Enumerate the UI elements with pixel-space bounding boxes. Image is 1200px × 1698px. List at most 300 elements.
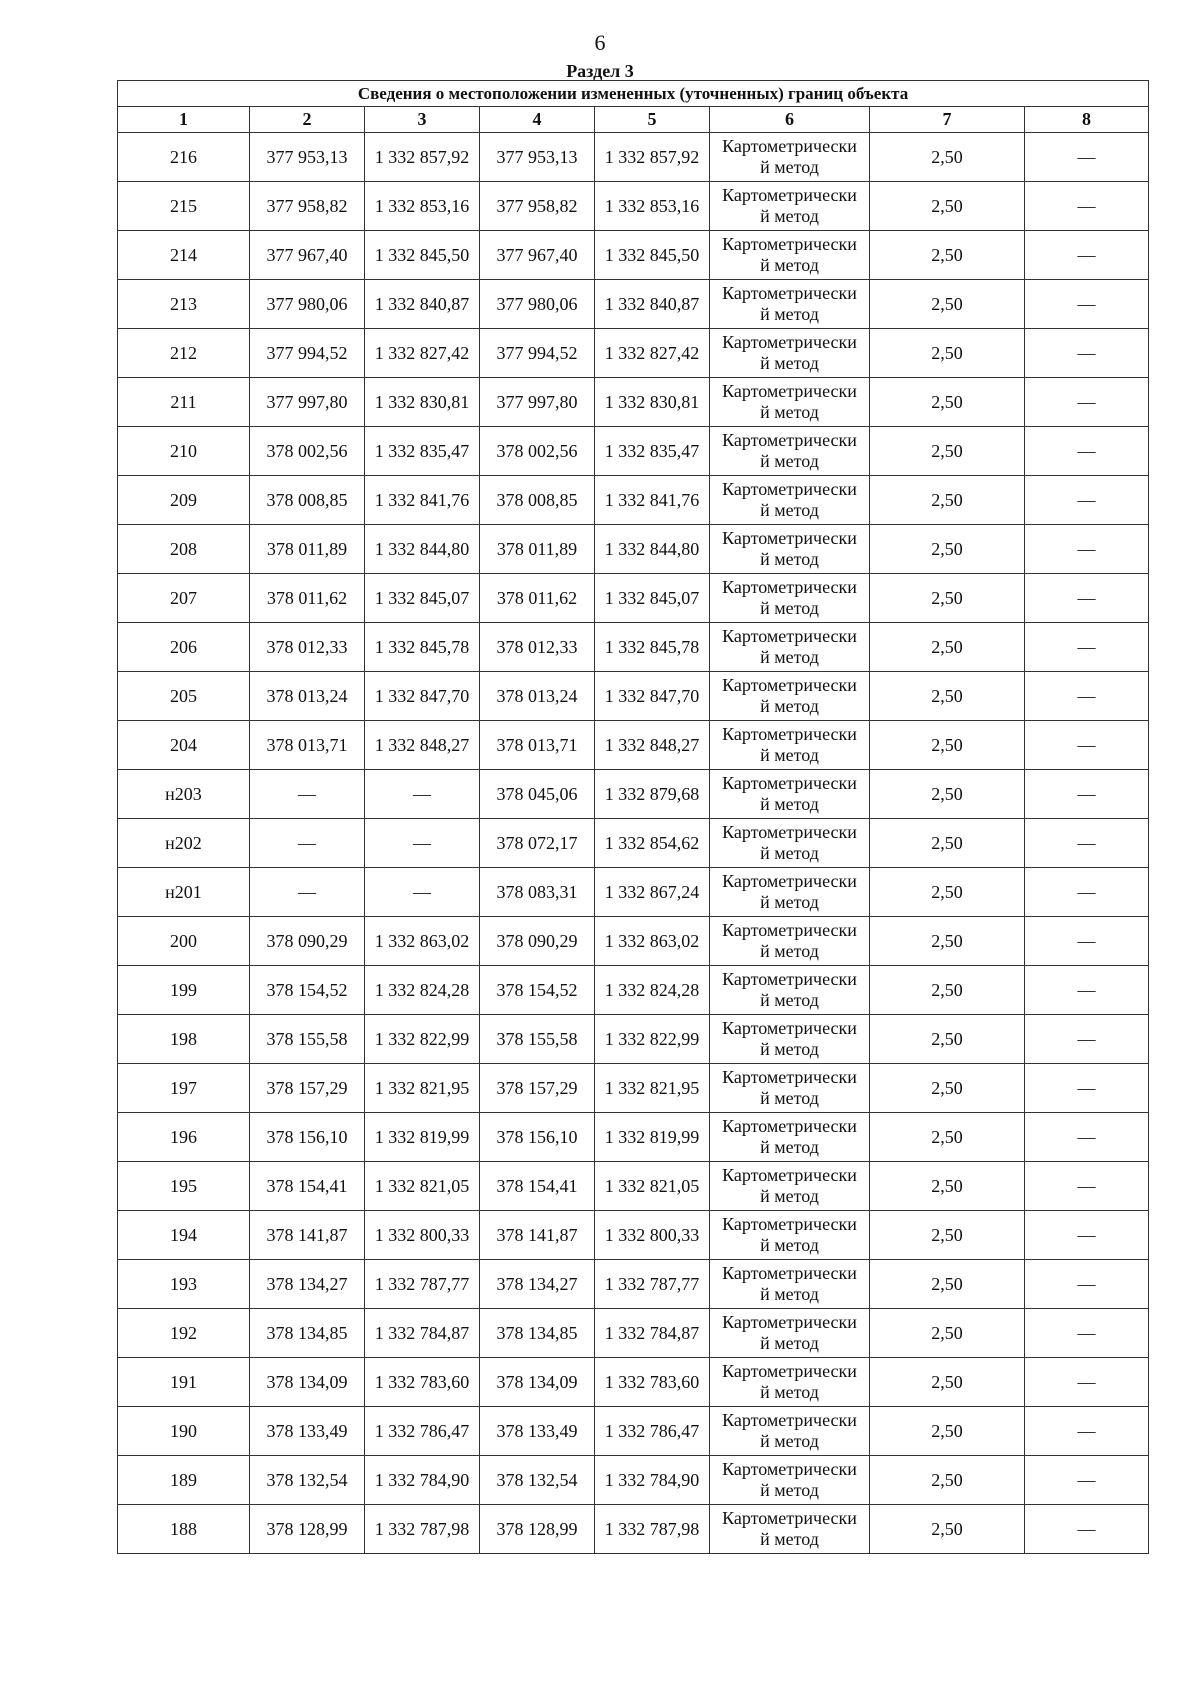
old-x-cell: 378 011,89 [250,525,365,574]
method-line-2: й метод [760,1431,819,1451]
new-x-cell: 378 072,17 [480,819,595,868]
method-line-2: й метод [760,1480,819,1500]
old-x-cell: — [250,868,365,917]
method-cell [710,280,870,329]
old-x-cell: 378 012,33 [250,623,365,672]
old-y-cell: 1 332 784,90 [365,1456,480,1505]
note-cell: — [1025,1358,1149,1407]
method-line-1: Картометрически [722,724,857,744]
note-cell: — [1025,1211,1149,1260]
old-x-cell: 378 128,99 [250,1505,365,1554]
point-number-cell: 190 [118,1407,250,1456]
accuracy-cell: 2,50 [870,1211,1025,1260]
point-number-cell: н202 [118,819,250,868]
column-number-3: 3 [365,107,480,133]
new-x-cell: 378 013,24 [480,672,595,721]
old-x-cell: 378 011,62 [250,574,365,623]
method-line-1: Картометрически [722,773,857,793]
new-x-cell: 377 994,52 [480,329,595,378]
method-line-1: Картометрически [722,577,857,597]
method-line-2: й метод [760,745,819,765]
method-cell [710,427,870,476]
method-line-1: Картометрически [722,1165,857,1185]
accuracy-cell: 2,50 [870,1015,1025,1064]
note-cell: — [1025,1015,1149,1064]
note-cell: — [1025,868,1149,917]
note-cell: — [1025,623,1149,672]
table-row [118,1309,1149,1358]
new-y-cell: 1 332 841,76 [595,476,710,525]
old-x-cell: 377 953,13 [250,133,365,182]
old-y-cell: 1 332 787,98 [365,1505,480,1554]
new-x-cell: 378 154,52 [480,966,595,1015]
new-x-cell: 378 011,62 [480,574,595,623]
point-number-cell: 188 [118,1505,250,1554]
old-y-cell: 1 332 824,28 [365,966,480,1015]
table-caption: Сведения о местоположении измененных (уточненных) границ объекта [118,81,1149,107]
accuracy-cell: 2,50 [870,770,1025,819]
new-y-cell: 1 332 830,81 [595,378,710,427]
method-line-2: й метод [760,1284,819,1304]
accuracy-cell: 2,50 [870,1113,1025,1162]
note-cell: — [1025,280,1149,329]
new-x-cell: 378 134,85 [480,1309,595,1358]
new-y-cell: 1 332 867,24 [595,868,710,917]
new-y-cell: 1 332 824,28 [595,966,710,1015]
table-row [118,476,1149,525]
note-cell: — [1025,1505,1149,1554]
new-x-cell: 377 997,80 [480,378,595,427]
old-y-cell: 1 332 857,92 [365,133,480,182]
column-number-7: 7 [870,107,1025,133]
boundary-coordinates-table [117,80,1149,1554]
old-x-cell: 378 134,09 [250,1358,365,1407]
new-x-cell: 378 045,06 [480,770,595,819]
note-cell: — [1025,1456,1149,1505]
table-row [118,1162,1149,1211]
method-line-2: й метод [760,1235,819,1255]
table-body [118,133,1149,1554]
old-x-cell: 378 157,29 [250,1064,365,1113]
new-x-cell: 378 008,85 [480,476,595,525]
method-line-1: Картометрически [722,332,857,352]
method-line-2: й метод [760,990,819,1010]
note-cell: — [1025,1113,1149,1162]
accuracy-cell: 2,50 [870,280,1025,329]
table-row [118,721,1149,770]
old-y-cell: — [365,819,480,868]
method-line-1: Картометрически [722,969,857,989]
new-y-cell: 1 332 821,95 [595,1064,710,1113]
point-number-cell: 196 [118,1113,250,1162]
accuracy-cell: 2,50 [870,1505,1025,1554]
new-x-cell: 378 155,58 [480,1015,595,1064]
accuracy-cell: 2,50 [870,721,1025,770]
note-cell: — [1025,231,1149,280]
point-number-cell: 210 [118,427,250,476]
new-y-cell: 1 332 821,05 [595,1162,710,1211]
new-x-cell: 378 133,49 [480,1407,595,1456]
old-y-cell: 1 332 863,02 [365,917,480,966]
accuracy-cell: 2,50 [870,427,1025,476]
old-x-cell: 378 154,41 [250,1162,365,1211]
table-row [118,672,1149,721]
new-y-cell: 1 332 845,78 [595,623,710,672]
point-number-cell: 205 [118,672,250,721]
table-row [118,819,1149,868]
old-y-cell: 1 332 840,87 [365,280,480,329]
point-number-cell: 214 [118,231,250,280]
column-number-4: 4 [480,107,595,133]
new-y-cell: 1 332 787,77 [595,1260,710,1309]
new-y-cell: 1 332 783,60 [595,1358,710,1407]
method-line-1: Картометрически [722,1312,857,1332]
note-cell: — [1025,574,1149,623]
method-line-2: й метод [760,1333,819,1353]
old-x-cell: — [250,770,365,819]
table-row [118,966,1149,1015]
method-line-2: й метод [760,157,819,177]
table-row [118,574,1149,623]
method-cell [710,1260,870,1309]
method-cell [710,133,870,182]
old-x-cell: 378 134,85 [250,1309,365,1358]
old-x-cell: 378 013,71 [250,721,365,770]
point-number-cell: 200 [118,917,250,966]
point-number-cell: 216 [118,133,250,182]
old-x-cell: 378 133,49 [250,1407,365,1456]
method-cell [710,819,870,868]
new-x-cell: 377 953,13 [480,133,595,182]
note-cell: — [1025,917,1149,966]
table-row [118,770,1149,819]
method-line-2: й метод [760,255,819,275]
method-line-1: Картометрически [722,822,857,842]
method-line-1: Картометрически [722,675,857,695]
accuracy-cell: 2,50 [870,966,1025,1015]
method-cell [710,868,870,917]
accuracy-cell: 2,50 [870,574,1025,623]
new-x-cell: 378 157,29 [480,1064,595,1113]
method-cell [710,623,870,672]
note-cell: — [1025,770,1149,819]
table-row [118,1015,1149,1064]
method-line-1: Картометрически [722,1116,857,1136]
new-y-cell: 1 332 840,87 [595,280,710,329]
note-cell: — [1025,1260,1149,1309]
method-line-1: Картометрически [722,283,857,303]
method-line-2: й метод [760,1382,819,1402]
accuracy-cell: 2,50 [870,476,1025,525]
new-y-cell: 1 332 844,80 [595,525,710,574]
point-number-cell: 195 [118,1162,250,1211]
table-row [118,1064,1149,1113]
point-number-cell: 208 [118,525,250,574]
accuracy-cell: 2,50 [870,231,1025,280]
new-y-cell: 1 332 784,87 [595,1309,710,1358]
note-cell: — [1025,672,1149,721]
old-x-cell: 377 994,52 [250,329,365,378]
accuracy-cell: 2,50 [870,1064,1025,1113]
old-x-cell: 378 134,27 [250,1260,365,1309]
new-y-cell: 1 332 822,99 [595,1015,710,1064]
accuracy-cell: 2,50 [870,868,1025,917]
note-cell: — [1025,1407,1149,1456]
method-line-1: Картометрически [722,626,857,646]
old-y-cell: 1 332 800,33 [365,1211,480,1260]
old-y-cell: 1 332 830,81 [365,378,480,427]
method-cell [710,966,870,1015]
method-line-2: й метод [760,647,819,667]
method-cell [710,1162,870,1211]
point-number-cell: 211 [118,378,250,427]
note-cell: — [1025,427,1149,476]
accuracy-cell: 2,50 [870,623,1025,672]
column-number-1: 1 [118,107,250,133]
accuracy-cell: 2,50 [870,1358,1025,1407]
table-row [118,1456,1149,1505]
point-number-cell: 191 [118,1358,250,1407]
point-number-cell: 213 [118,280,250,329]
new-x-cell: 378 083,31 [480,868,595,917]
method-line-1: Картометрически [722,136,857,156]
method-line-2: й метод [760,843,819,863]
method-cell [710,721,870,770]
method-line-1: Картометрически [722,1459,857,1479]
accuracy-cell: 2,50 [870,672,1025,721]
old-x-cell: — [250,819,365,868]
method-line-2: й метод [760,304,819,324]
point-number-cell: н203 [118,770,250,819]
table-row [118,917,1149,966]
new-y-cell: 1 332 854,62 [595,819,710,868]
method-line-2: й метод [760,1529,819,1549]
new-x-cell: 378 128,99 [480,1505,595,1554]
new-y-cell: 1 332 848,27 [595,721,710,770]
method-cell [710,525,870,574]
old-y-cell: 1 332 819,99 [365,1113,480,1162]
note-cell: — [1025,819,1149,868]
new-y-cell: 1 332 847,70 [595,672,710,721]
new-x-cell: 378 013,71 [480,721,595,770]
method-line-1: Картометрически [722,430,857,450]
accuracy-cell: 2,50 [870,1260,1025,1309]
new-x-cell: 378 011,89 [480,525,595,574]
method-cell [710,1113,870,1162]
new-x-cell: 378 132,54 [480,1456,595,1505]
table-row [118,1260,1149,1309]
accuracy-cell: 2,50 [870,819,1025,868]
note-cell: — [1025,721,1149,770]
method-line-1: Картометрически [722,920,857,940]
old-y-cell: 1 332 841,76 [365,476,480,525]
method-cell [710,770,870,819]
new-y-cell: 1 332 853,16 [595,182,710,231]
new-y-cell: 1 332 835,47 [595,427,710,476]
note-cell: — [1025,1064,1149,1113]
new-x-cell: 378 002,56 [480,427,595,476]
method-cell [710,1015,870,1064]
accuracy-cell: 2,50 [870,1162,1025,1211]
old-x-cell: 377 980,06 [250,280,365,329]
note-cell: — [1025,1162,1149,1211]
accuracy-cell: 2,50 [870,1309,1025,1358]
point-number-cell: 198 [118,1015,250,1064]
table-row [118,525,1149,574]
method-line-1: Картометрически [722,1361,857,1381]
method-line-2: й метод [760,206,819,226]
method-line-2: й метод [760,402,819,422]
method-cell [710,1064,870,1113]
new-y-cell: 1 332 800,33 [595,1211,710,1260]
point-number-cell: 212 [118,329,250,378]
accuracy-cell: 2,50 [870,917,1025,966]
old-x-cell: 378 132,54 [250,1456,365,1505]
column-number-5: 5 [595,107,710,133]
old-x-cell: 378 090,29 [250,917,365,966]
method-line-1: Картометрически [722,234,857,254]
accuracy-cell: 2,50 [870,133,1025,182]
method-cell [710,1211,870,1260]
method-cell [710,476,870,525]
old-y-cell: 1 332 787,77 [365,1260,480,1309]
old-x-cell: 378 008,85 [250,476,365,525]
new-y-cell: 1 332 819,99 [595,1113,710,1162]
old-x-cell: 377 958,82 [250,182,365,231]
new-x-cell: 378 012,33 [480,623,595,672]
note-cell: — [1025,378,1149,427]
old-y-cell: 1 332 853,16 [365,182,480,231]
table-row [118,1113,1149,1162]
old-y-cell: 1 332 847,70 [365,672,480,721]
old-y-cell: 1 332 784,87 [365,1309,480,1358]
old-x-cell: 378 155,58 [250,1015,365,1064]
new-y-cell: 1 332 786,47 [595,1407,710,1456]
old-x-cell: 378 013,24 [250,672,365,721]
method-cell [710,917,870,966]
old-y-cell: 1 332 835,47 [365,427,480,476]
old-x-cell: 377 967,40 [250,231,365,280]
method-line-1: Картометрически [722,185,857,205]
table-row [118,133,1149,182]
new-x-cell: 377 958,82 [480,182,595,231]
method-cell [710,1456,870,1505]
method-cell [710,672,870,721]
note-cell: — [1025,476,1149,525]
method-cell [710,378,870,427]
method-line-1: Картометрически [722,871,857,891]
table-row [118,1358,1149,1407]
point-number-cell: 209 [118,476,250,525]
method-line-1: Картометрически [722,1018,857,1038]
method-line-2: й метод [760,500,819,520]
old-y-cell: — [365,868,480,917]
note-cell: — [1025,966,1149,1015]
new-x-cell: 378 156,10 [480,1113,595,1162]
method-line-2: й метод [760,941,819,961]
method-line-1: Картометрически [722,479,857,499]
table-row [118,231,1149,280]
point-number-cell: 197 [118,1064,250,1113]
old-y-cell: 1 332 845,07 [365,574,480,623]
table-row [118,1505,1149,1554]
accuracy-cell: 2,50 [870,1456,1025,1505]
point-number-cell: 204 [118,721,250,770]
new-x-cell: 377 967,40 [480,231,595,280]
method-cell [710,1309,870,1358]
new-y-cell: 1 332 863,02 [595,917,710,966]
method-line-2: й метод [760,1039,819,1059]
column-number-6: 6 [710,107,870,133]
section-title: Раздел 3 [566,61,634,81]
old-x-cell: 378 002,56 [250,427,365,476]
new-x-cell: 378 134,27 [480,1260,595,1309]
method-line-2: й метод [760,549,819,569]
old-y-cell: 1 332 786,47 [365,1407,480,1456]
method-line-1: Картометрически [722,1263,857,1283]
note-cell: — [1025,182,1149,231]
method-line-2: й метод [760,892,819,912]
method-cell [710,1358,870,1407]
new-y-cell: 1 332 845,50 [595,231,710,280]
point-number-cell: 193 [118,1260,250,1309]
table-row [118,427,1149,476]
new-y-cell: 1 332 845,07 [595,574,710,623]
column-number-row [118,107,1149,133]
method-line-2: й метод [760,794,819,814]
note-cell: — [1025,525,1149,574]
method-line-2: й метод [760,451,819,471]
new-y-cell: 1 332 857,92 [595,133,710,182]
new-x-cell: 378 134,09 [480,1358,595,1407]
method-line-2: й метод [760,353,819,373]
point-number-cell: 207 [118,574,250,623]
old-y-cell: 1 332 827,42 [365,329,480,378]
table-row [118,868,1149,917]
method-line-1: Картометрически [722,381,857,401]
point-number-cell: 206 [118,623,250,672]
method-line-2: й метод [760,696,819,716]
method-line-1: Картометрически [722,1214,857,1234]
note-cell: — [1025,133,1149,182]
accuracy-cell: 2,50 [870,1407,1025,1456]
column-number-2: 2 [250,107,365,133]
note-cell: — [1025,1309,1149,1358]
column-number-8: 8 [1025,107,1149,133]
new-y-cell: 1 332 787,98 [595,1505,710,1554]
new-x-cell: 378 154,41 [480,1162,595,1211]
table-row [118,623,1149,672]
accuracy-cell: 2,50 [870,329,1025,378]
old-y-cell: 1 332 845,78 [365,623,480,672]
method-line-1: Картометрически [722,528,857,548]
table-row [118,1407,1149,1456]
page-number: 6 [594,30,606,55]
method-cell [710,574,870,623]
old-x-cell: 378 156,10 [250,1113,365,1162]
old-x-cell: 378 141,87 [250,1211,365,1260]
point-number-cell: н201 [118,868,250,917]
method-cell [710,231,870,280]
table-row [118,329,1149,378]
table-row [118,1211,1149,1260]
table-row [118,378,1149,427]
new-y-cell: 1 332 784,90 [595,1456,710,1505]
old-y-cell: 1 332 822,99 [365,1015,480,1064]
accuracy-cell: 2,50 [870,182,1025,231]
old-y-cell: — [365,770,480,819]
method-line-2: й метод [760,598,819,618]
